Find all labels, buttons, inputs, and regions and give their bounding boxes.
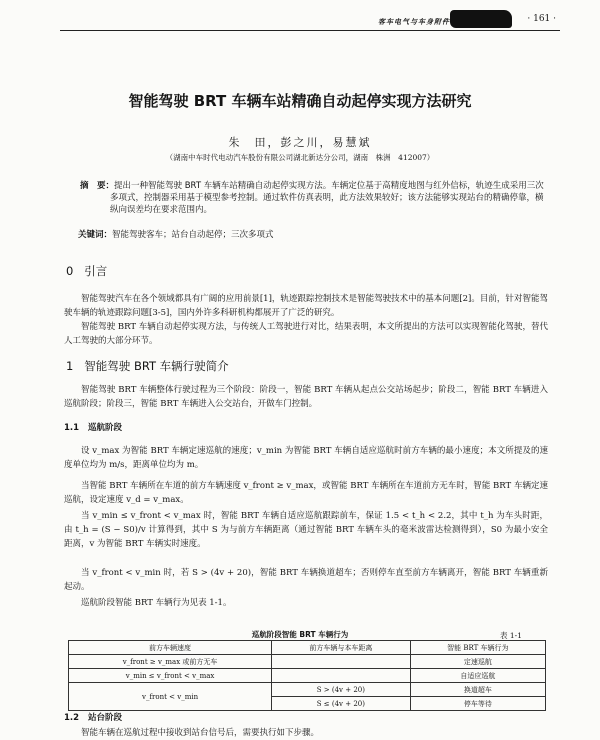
table-cell: S ≤ (4v + 20) bbox=[272, 697, 411, 711]
keywords-text: 智能驾驶客车；站台自动起停；三次多项式 bbox=[112, 230, 274, 240]
abstract-label: 摘 要： bbox=[80, 181, 115, 191]
journal-name: 客车电气与车身附件 bbox=[378, 18, 450, 26]
section-1-heading bbox=[66, 358, 229, 374]
table-row bbox=[69, 683, 546, 697]
intro-paragraph-2: 智能驾驶 BRT 车辆自动起停实现方法，与传统人工驾驶进行对比，结果表明，本文所提出的方法可以实现智能化驾驶，替代人工驾驶的大部分环节。 bbox=[64, 322, 548, 346]
table-cell bbox=[272, 655, 411, 669]
table-cell bbox=[272, 669, 411, 683]
header-ornament bbox=[450, 10, 512, 28]
table-header-cell: 前方车辆与本车距离 bbox=[272, 641, 411, 655]
affiliation: （湖南中车时代电动汽车股份有限公司湖北新达分公司，湖南 株洲 412007） bbox=[165, 153, 435, 162]
page-number: · 161 · bbox=[527, 14, 556, 24]
abstract-text: 提出一种智能驾驶 BRT 车辆车站精确自动起停实现方法。车辆定位基于高精度地图与红外信标，轨迹生成采用三次多项式，控制器采用基于模型参考控制。通过软件仿真表明，此方法效果较好；该方法能够实现站台的精确停靠，横纵向误差均在要求范围内。 bbox=[110, 181, 544, 215]
table-header-cell: 前方车辆速度 bbox=[69, 641, 272, 655]
cruise-paragraph-4: 当 v_front < v_min 时，若 S > (4v + 20)，智能 BRT 车辆换道超车；否则停车直至前方车辆离开，智能 BRT 车辆重新起动。 bbox=[64, 568, 548, 592]
subsection-1-1-heading bbox=[64, 421, 122, 433]
table-cell: v_min ≤ v_front < v_max bbox=[69, 669, 272, 683]
paper-title: 智能驾驶 BRT 车辆车站精确自动起停实现方法研究 bbox=[128, 92, 472, 110]
table-row bbox=[69, 669, 546, 683]
table-cell: S > (4v + 20) bbox=[272, 683, 411, 697]
subsection-1-1-number: 1.1 bbox=[64, 423, 80, 433]
table-cell: 换道超车 bbox=[410, 683, 545, 697]
cruise-paragraph-2: 当智能 BRT 车辆所在车道的前方车辆速度 v_front ≥ v_max，或智能 BRT 车辆所在车道前方无车时，智能 BRT 车辆定速巡航，设定速度 v_d = v_max。 bbox=[64, 481, 548, 505]
section-0-heading bbox=[66, 263, 107, 279]
subsection-1-2-title: 站台阶段 bbox=[87, 713, 122, 723]
table-cell: 停车等待 bbox=[410, 697, 545, 711]
cruise-paragraph-5: 巡航阶段智能 BRT 车辆行为见表 1-1。 bbox=[81, 598, 232, 608]
subsection-1-1-title: 巡航阶段 bbox=[87, 423, 122, 433]
subsection-1-2-number: 1.2 bbox=[64, 713, 80, 723]
abstract bbox=[80, 180, 550, 216]
table-cell: v_front ≥ v_max 或前方无车 bbox=[69, 655, 272, 669]
intro-paragraph-1: 智能驾驶汽车在各个领域都具有广阔的应用前景[1]，轨迹跟踪控制技术是智能驾驶技术中的基本问题[2]。目前，针对智能驾驶车辆的轨迹跟踪问题[3-5]，国内外许多科研机构都展开了广泛的研究。 bbox=[64, 294, 548, 318]
cruise-behavior-table bbox=[68, 640, 546, 711]
cruise-paragraph-3: 当 v_min ≤ v_front < v_max 时，智能 BRT 车辆自适应巡航跟踪前车，保证 1.5 < t_h < 2.2，其中 t_h 为车头时距，由 t_h = (S − S0)/v 计算得到，其中 S 为与前方车辆距离（通过智能 BRT 车辆车头的毫米波雷达检测得到），S0 为最小安全距离，v 为智能 BRT 车辆实时速度。 bbox=[64, 511, 548, 549]
cruise-paragraph-1: 设 v_max 为智能 BRT 车辆定速巡航的速度；v_min 为智能 BRT 车辆自适应巡航时前方车辆的最小速度；本文所提及的速度单位均为 m/s，距离单位均为 m。 bbox=[64, 446, 548, 470]
section-1-paragraph: 智能驾驶 BRT 车辆整体行驶过程为三个阶段：阶段一，智能 BRT 车辆从起点公交站场起步；阶段二，智能 BRT 车辆进入巡航阶段；阶段三，智能 BRT 车辆进入公交站台，开做车门控制。 bbox=[64, 385, 548, 409]
table-header-cell: 智能 BRT 车辆行为 bbox=[410, 641, 545, 655]
section-0-number: 0 bbox=[66, 264, 74, 278]
station-paragraph-1: 智能车辆在巡航过程中接收到站台信号后，需要执行如下步骤。 bbox=[81, 728, 320, 738]
page-header bbox=[60, 8, 560, 31]
subsection-1-2-heading bbox=[64, 711, 122, 723]
section-1-title: 智能驾驶 BRT 车辆行驶简介 bbox=[84, 359, 229, 373]
table-caption: 巡航阶段智能 BRT 车辆行为 bbox=[251, 630, 349, 639]
section-0-title: 引言 bbox=[84, 264, 108, 278]
table-cell: 自适应巡航 bbox=[410, 669, 545, 683]
table-row bbox=[69, 655, 546, 669]
table-number: 表 1-1 bbox=[500, 631, 522, 640]
table-cell: 定速巡航 bbox=[410, 655, 545, 669]
section-1-number: 1 bbox=[66, 359, 74, 373]
authors: 朱 田，彭之川，易慧斌 bbox=[228, 136, 372, 149]
table-header-row bbox=[69, 641, 546, 655]
keywords bbox=[78, 229, 548, 241]
table-cell: v_front < v_min bbox=[69, 683, 272, 711]
keywords-label: 关键词： bbox=[78, 230, 113, 240]
